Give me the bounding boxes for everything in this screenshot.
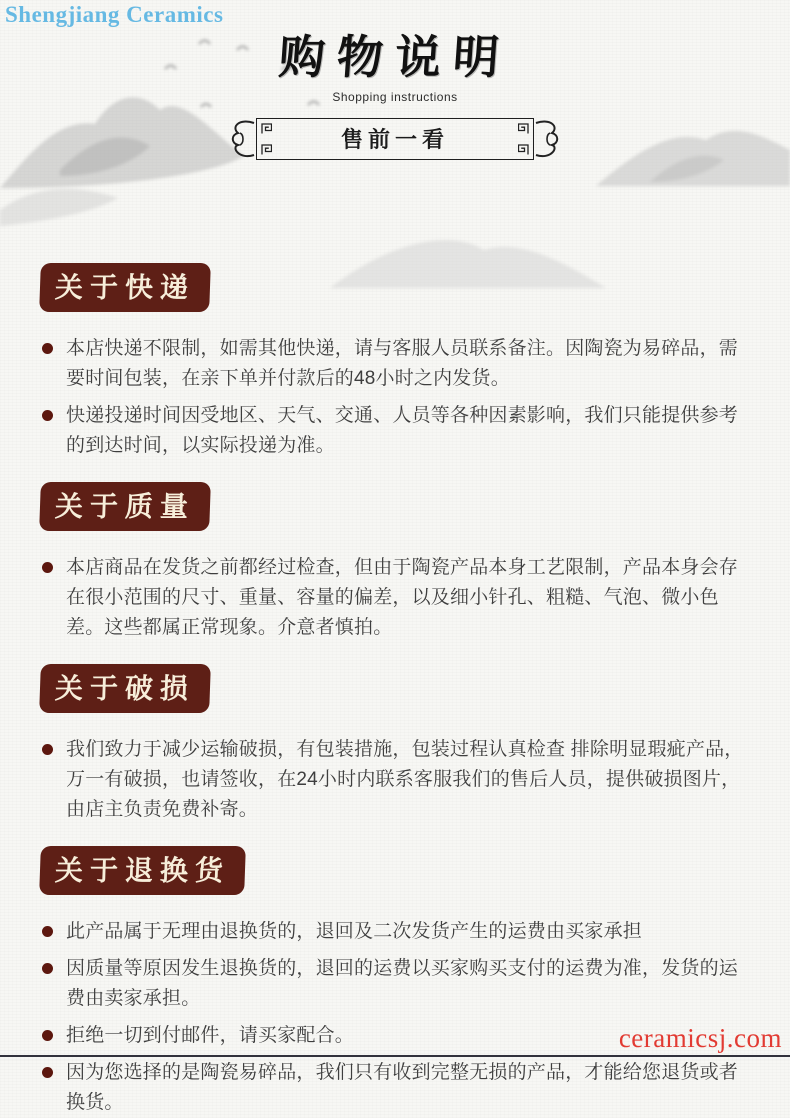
- presale-banner-label: 售前一看: [340, 127, 449, 153]
- bullet-list: [40, 917, 752, 1118]
- page-subtitle: Shopping instructions: [332, 89, 458, 104]
- section-title: 关于破损: [39, 664, 211, 713]
- bullet-text: 本店快递不限制，如需其他快递，请与客服人员联系备注。因陶瓷为易碎品，需要时间包装，在亲下单并付款后的48小时之内发货。: [66, 337, 739, 389]
- policy-section: [40, 832, 752, 1118]
- bullet-dot-icon: [42, 926, 53, 937]
- page-title: 购物说明: [277, 30, 513, 84]
- section-title: 关于退换货: [39, 846, 246, 895]
- presale-banner-box: [256, 118, 534, 160]
- bullet-item: [40, 401, 752, 461]
- bullet-item: [40, 1058, 752, 1118]
- meander-corner-icon: [518, 123, 529, 134]
- section-title: 关于快递: [39, 263, 211, 312]
- bullet-dot-icon: [42, 963, 53, 974]
- bullet-text: 我们致力于减少运输破损，有包装措施，包装过程认真检查 排除明显瑕疵产品，万一有破损，也请签收，在24小时内联系客服我们的售后人员，提供破损图片，由店主负责免费补寄。: [66, 738, 744, 820]
- meander-corner-icon: [518, 144, 529, 155]
- bullet-text: 因为您选择的是陶瓷易碎品，我们只有收到完整无损的产品，才能给您退货或者换货。: [66, 1061, 739, 1113]
- bullet-text: 拒绝一切到付邮件，请买家配合。: [66, 1024, 355, 1046]
- presale-banner: [225, 117, 565, 161]
- watermark-url: ceramicsj.com: [618, 1023, 782, 1053]
- meander-corner-icon: [261, 123, 272, 134]
- bullet-item: [40, 917, 752, 947]
- scroll-ornament-right-icon: [534, 116, 561, 162]
- bullet-dot-icon: [42, 744, 53, 755]
- bullet-text: 快递投递时间因受地区、天气、交通、人员等各种因素影响，我们只能提供参考的到达时间，以实际投递为准。: [66, 404, 739, 456]
- bullet-dot-icon: [42, 562, 53, 573]
- bullet-dot-icon: [42, 1030, 53, 1041]
- bullet-text: 因质量等原因发生退换货的，退回的运费以买家购买支付的运费为准，发货的运费由卖家承担。: [66, 957, 739, 1009]
- bullet-text: 本店商品在发货之前都经过检查，但由于陶瓷产品本身工艺限制，产品本身会存在很小范围的尺寸、重量、容量的偏差，以及细小针孔、粗糙、气泡、微小色差。这些都属正常现象。介意者慎拍。: [66, 556, 739, 638]
- policy-section: [40, 650, 752, 825]
- bottom-border-line: [0, 1055, 790, 1057]
- bullet-text: 此产品属于无理由退换货的，退回及二次发货产生的运费由买家承担: [66, 920, 643, 942]
- policy-section: [40, 468, 752, 643]
- bird-icon: [201, 104, 211, 107]
- policy-section: [40, 161, 752, 461]
- store-logo: Shengjiang Ceramics: [5, 2, 224, 27]
- meander-corner-icon: [261, 144, 272, 155]
- bullet-list: [40, 553, 752, 643]
- bullet-dot-icon: [42, 1067, 53, 1078]
- sections: [0, 161, 790, 1118]
- bullet-list: [40, 735, 752, 825]
- bullet-item: [40, 553, 752, 643]
- bullet-item: [40, 334, 752, 394]
- bullet-dot-icon: [42, 410, 53, 421]
- bullet-list: [40, 334, 752, 461]
- scroll-ornament-left-icon: [229, 116, 256, 162]
- bullet-item: [40, 735, 752, 825]
- section-title: 关于质量: [39, 482, 211, 531]
- bullet-dot-icon: [42, 343, 53, 354]
- bullet-item: [40, 954, 752, 1014]
